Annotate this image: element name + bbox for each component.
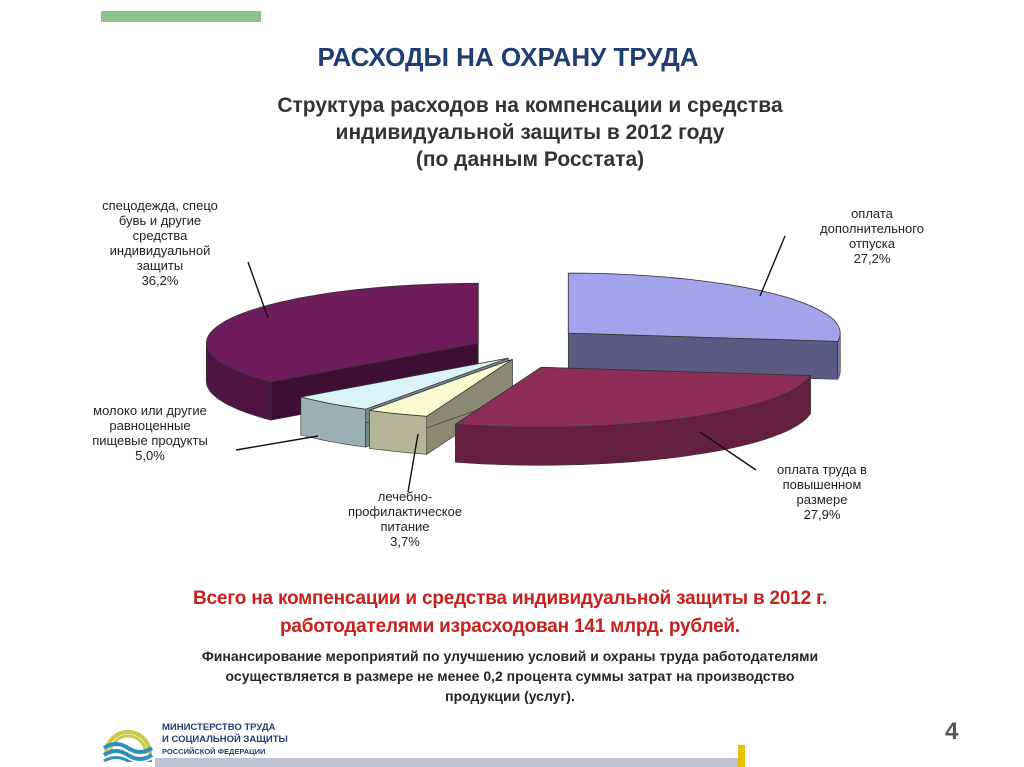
summary-note bbox=[60, 646, 960, 706]
slice-label-2-line-3: размере bbox=[796, 492, 848, 507]
ministry-line-1: МИНИСТЕРСТВО ТРУДА bbox=[162, 722, 276, 733]
slice-label-5-line-6: 36,2% bbox=[141, 273, 179, 288]
slice-label-2-line-1: оплата труда в bbox=[777, 462, 867, 477]
slice-label-4-line-4: 5,0% bbox=[135, 448, 165, 463]
page-number: 4 bbox=[945, 718, 959, 745]
ministry-line-3: РОССИЙСКОЙ ФЕДЕРАЦИИ bbox=[162, 747, 266, 756]
chart-title-line-1: Структура расходов на компенсации и средства bbox=[277, 94, 783, 117]
slice-label-3-line-3: питание bbox=[380, 519, 430, 534]
slice-label-4-line-1: молоко или другие bbox=[93, 403, 207, 418]
slice-label-5-line-2: бувь и другие bbox=[118, 213, 202, 228]
slice-label-1-line-1: оплата bbox=[851, 206, 893, 221]
slice-label-5-line-4: индивидуальной bbox=[109, 243, 211, 258]
slice-label-1-line-2: дополнительного bbox=[820, 221, 924, 236]
slice-label-1-line-4: 27,2% bbox=[853, 251, 891, 266]
leader-line-1 bbox=[760, 236, 785, 296]
slice-label-3-line-1: лечебно- bbox=[377, 489, 433, 504]
slice-label-5 bbox=[102, 198, 218, 288]
slice-label-5-line-1: спецодежда, спецо bbox=[102, 198, 218, 213]
footer-accent bbox=[738, 745, 745, 767]
slice-label-2-line-2: повышенном bbox=[782, 477, 862, 492]
slide-title: РАСХОДЫ НА ОХРАНУ ТРУДА bbox=[317, 42, 699, 72]
slice-label-2 bbox=[777, 462, 867, 522]
chart-title-line-2: индивидуальной защиты в 2012 году bbox=[335, 121, 725, 144]
summary-line-2: работодателями израсходован 141 млрд. рублей. bbox=[280, 616, 740, 637]
pie-slice-1-top bbox=[568, 273, 840, 341]
footer-bar bbox=[155, 758, 745, 767]
pie-slice-3-side-1 bbox=[370, 410, 427, 454]
summary-line-5: продукции (услуг). bbox=[445, 688, 575, 704]
slice-label-3-line-2: профилактическое bbox=[347, 504, 463, 519]
summary-line-3: Финансирование мероприятий по улучшению условий и охраны труда работодателями bbox=[201, 648, 819, 664]
slice-label-1 bbox=[820, 206, 924, 266]
slice-label-2-line-4: 27,9% bbox=[803, 507, 841, 522]
slice-label-3 bbox=[348, 489, 462, 549]
summary-line-4: осуществляется в размере не менее 0,2 процента суммы затрат на производство bbox=[225, 668, 795, 684]
slice-label-4-line-2: равноценные bbox=[109, 418, 191, 433]
ministry-line-2: И СОЦИАЛЬНОЙ ЗАЩИТЫ bbox=[162, 734, 288, 745]
leader-line-4 bbox=[236, 436, 318, 450]
chart-title-line-3: (по данным Росстата) bbox=[415, 148, 645, 171]
pie-slice-1 bbox=[568, 273, 840, 379]
slice-label-5-line-3: средства bbox=[132, 228, 188, 243]
summary-highlight bbox=[60, 585, 960, 641]
slice-label-4-line-3: пищевые продукты bbox=[92, 433, 208, 448]
slice-label-1-line-3: отпуска bbox=[849, 236, 895, 251]
slice-label-3-line-4: 3,7% bbox=[390, 534, 420, 549]
slice-label-4 bbox=[92, 403, 208, 463]
ministry-logo-icon bbox=[100, 714, 156, 762]
slice-label-5-line-5: защиты bbox=[136, 258, 184, 273]
summary-line-1: Всего на компенсации и средства индивидуальной защиты в 2012 г. bbox=[193, 588, 827, 609]
ministry-name bbox=[162, 722, 288, 758]
